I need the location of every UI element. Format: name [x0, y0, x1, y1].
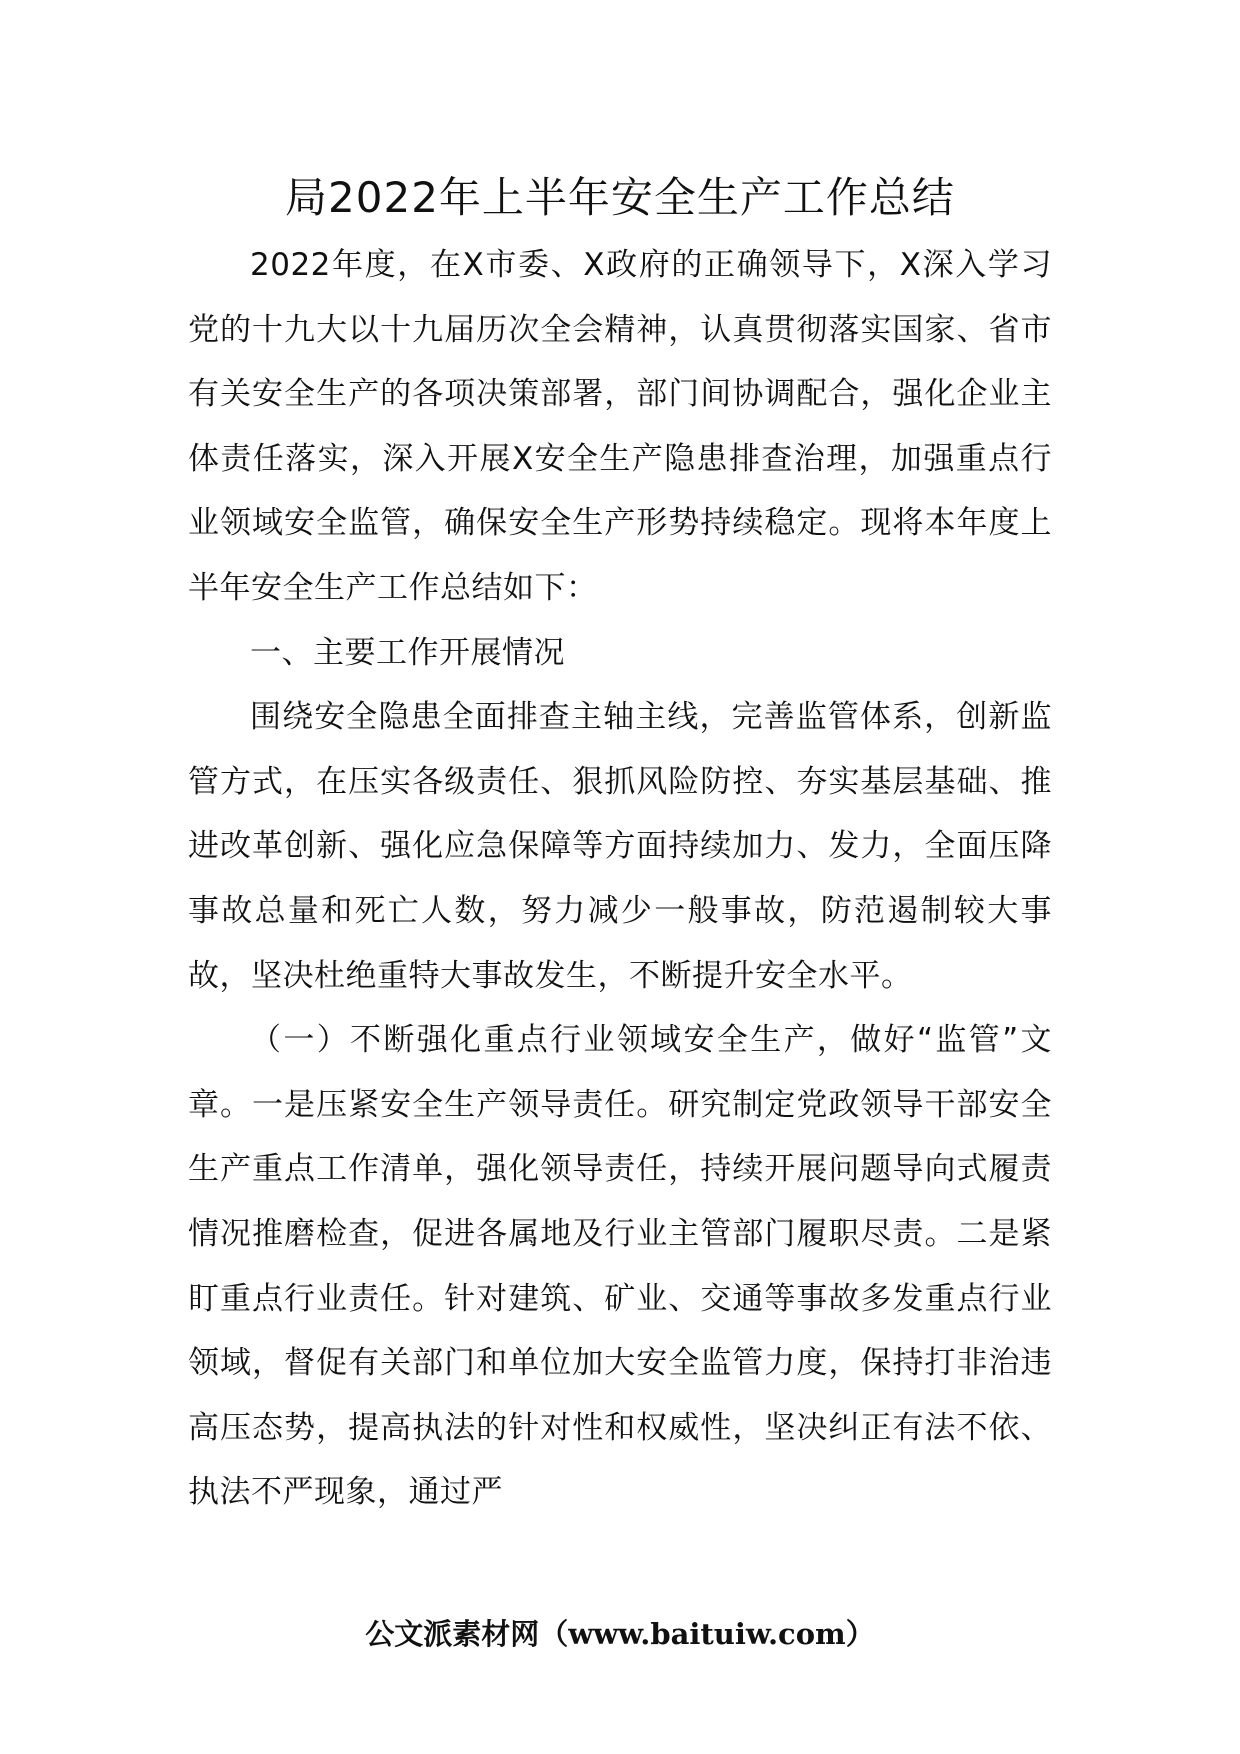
- paragraph-intro: 2022年度，在X市委、X政府的正确领导下，X深入学习党的十九大以十九届历次全会精神，认真贯彻落实国家、省市有关安全生产的各项决策部署，部门间协调配合，强化企业主体责任落实，深入开展X安全生产隐患排查治理，加强重点行业领域安全监管，确保安全生产形势持续稳定。现将本年度上半年安全生产工作总结如下：: [188, 247, 1052, 606]
- document-body: [188, 233, 1052, 1525]
- footer-watermark: 公文派素材网（www.baituiw.com）: [365, 1617, 875, 1651]
- paragraph-overview: 围绕安全隐患全面排查主轴主线，完善监管体系，创新监管方式，在压实各级责任、狠抓风险防控、夯实基层基础、推进改革创新、强化应急保障等方面持续加力、发力，全面压降事故总量和死亡人数，努力减少一般事故，防范遏制较大事故，坚决杜绝重特大事故发生，不断提升安全水平。: [188, 699, 1052, 994]
- paragraph-supervision: （一）不断强化重点行业领域安全生产，做好“监管”文章。一是压紧安全生产领导责任。研究制定党政领导干部安全生产重点工作清单，强化领导责任，持续开展问题导向式履责情况推磨检查，促进各属地及行业主管部门履职尽责。二是紧盯重点行业责任。针对建筑、矿业、交通等事故多发重点行业领域，督促有关部门和单位加大安全监管力度，保持打非治违高压态势，提高执法的针对性和权威性，坚决纠正有法不依、执法不严现象，通过严: [188, 1022, 1052, 1511]
- document-title: 局2022年上半年安全生产工作总结: [285, 173, 955, 222]
- section-heading: 一、主要工作开展情况: [250, 634, 565, 671]
